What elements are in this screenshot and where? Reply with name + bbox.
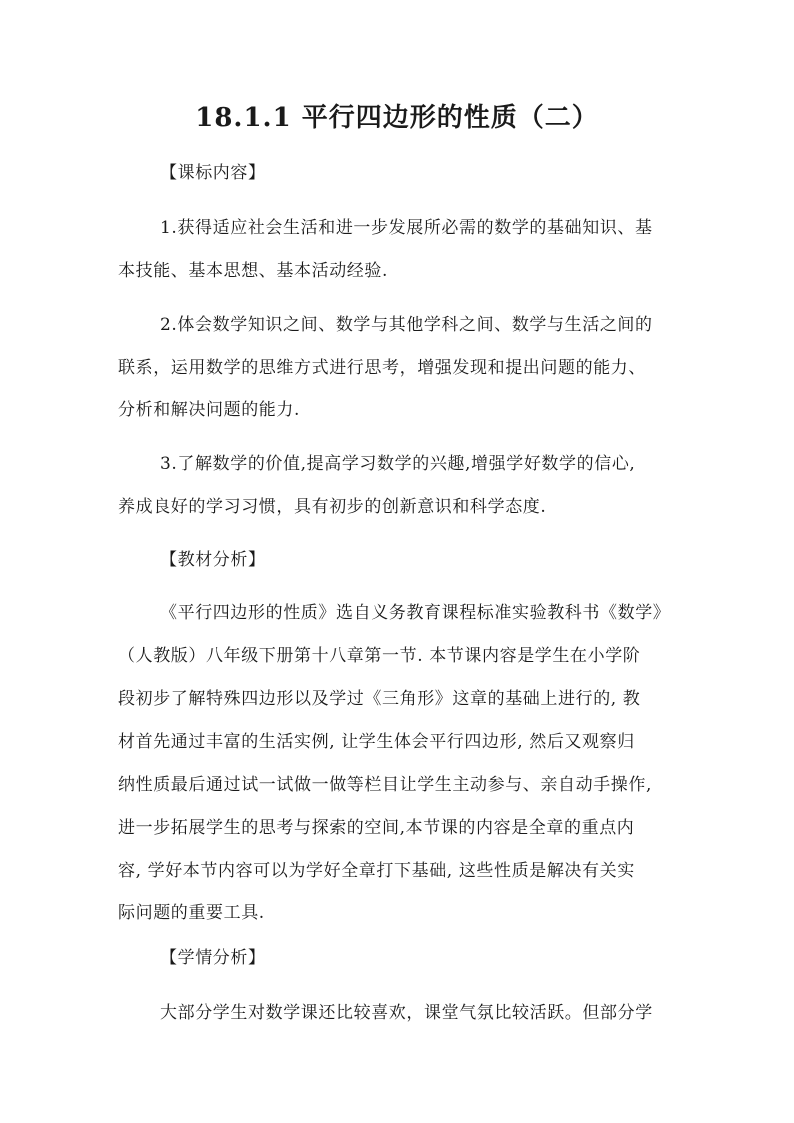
paragraph-line: 养成良好的学习习惯，具有初步的创新意识和科学态度. [118, 497, 547, 517]
paragraph-line: 3.了解数学的价值,提高学习数学的兴趣,增强学好数学的信心, [160, 454, 636, 474]
paragraph-line: 容, 学好本节内容可以为学好全章打下基础, 这些性质是解决有关实 [118, 861, 635, 881]
paragraph-line: 本技能、基本思想、基本活动经验. [118, 261, 389, 281]
section-heading-students: 【学情分析】 [160, 948, 266, 968]
paragraph-line: 纳性质最后通过试一试做一做等栏目让学生主动参与、亲自动手操作, [118, 775, 653, 795]
paragraph-line: 材首先通过丰富的生活实例, 让学生体会平行四边形, 然后又观察归 [118, 732, 635, 752]
paragraph-line: 大部分学生对数学课还比较喜欢，课堂气氛比较活跃。但部分学 [160, 1003, 653, 1023]
paragraph-line: 1.获得适应社会生活和进一步发展所必需的数学的基础知识、基 [160, 218, 653, 238]
paragraph-line: 进一步拓展学生的思考与探索的空间,本节课的内容是全章的重点内 [118, 818, 635, 838]
section-heading-curriculum: 【课标内容】 [160, 163, 266, 183]
section-heading-textbook: 【教材分析】 [160, 550, 266, 570]
paragraph-line: 际问题的重要工具. [118, 903, 265, 923]
paragraph-line: 分析和解决问题的能力. [118, 400, 301, 420]
paragraph-line: 联系，运用数学的思维方式进行思考，增强发现和提出问题的能力、 [118, 358, 646, 378]
paragraph-line: （人教版）八年级下册第十八章第一节. 本节课内容是学生在小学阶 [118, 646, 641, 666]
paragraph-line: 段初步了解特殊四边形以及学过《三角形》这章的基础上进行的, 教 [118, 689, 641, 709]
document-title: 18.1.1 平行四边形的性质（二） [195, 103, 599, 133]
paragraph-line: 2.体会数学知识之间、数学与其他学科之间、数学与生活之间的 [160, 315, 653, 335]
paragraph-line: 《平行四边形的性质》选自义务教育课程标准实验教科书《数学》 [160, 603, 671, 623]
